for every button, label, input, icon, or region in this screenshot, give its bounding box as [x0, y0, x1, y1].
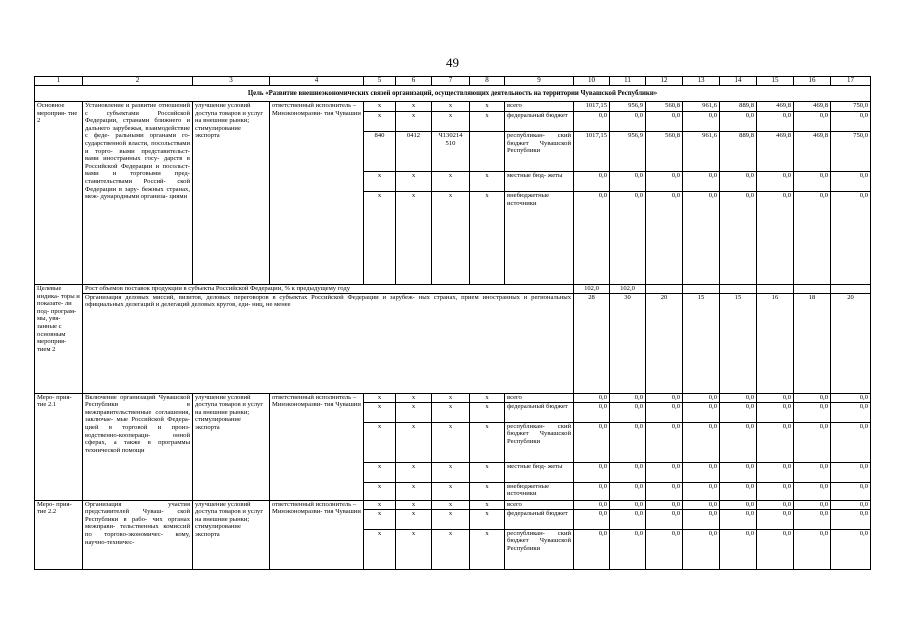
financing-value: 0,0 [683, 422, 720, 462]
financing-value: 0,0 [794, 482, 831, 500]
budget-code-cell: x [432, 462, 470, 482]
budget-code-cell: x [432, 500, 470, 509]
financing-value: 0,0 [720, 422, 757, 462]
column-number-header: 2 [83, 77, 193, 86]
financing-value: 0,0 [574, 529, 610, 569]
financing-value: 0,0 [683, 192, 720, 285]
financing-value: 0,0 [720, 462, 757, 482]
budget-code-cell: x [470, 102, 505, 112]
budget-code-cell: x [470, 500, 505, 509]
financing-value: 0,0 [757, 529, 794, 569]
budget-code-cell: x [364, 172, 396, 192]
budget-code-cell: x [396, 393, 432, 402]
financing-value: 0,0 [610, 529, 646, 569]
indicator-1-value [646, 285, 683, 294]
budget-code-cell: x [432, 482, 470, 500]
financing-value: 0,0 [794, 112, 831, 132]
goal-title: Цель «Развитие внешнеэкономических связей организаций, осуществляющих деятельность на территории Чувашской Республики» [35, 86, 871, 102]
measure-responsible: ответственный исполнитель – Минэкономразви- тия Чувашии [270, 500, 364, 569]
financing-value: 0,0 [794, 500, 831, 509]
financing-value: 0,0 [610, 462, 646, 482]
financing-value: 0,0 [610, 112, 646, 132]
measure-goals: улучшение условий доступа товаров и услуг на внешние рынки; стимулирование экспорта [193, 393, 270, 500]
financing-value: 0,0 [683, 172, 720, 192]
column-number-header: 7 [432, 77, 470, 86]
financing-value: 0,0 [757, 500, 794, 509]
financing-value: 0,0 [794, 529, 831, 569]
financing-value: 0,0 [720, 172, 757, 192]
budget-code-cell: x [364, 112, 396, 132]
column-number-header: 16 [794, 77, 831, 86]
indicator-2-value: 28 [574, 293, 610, 393]
column-number-header: 9 [505, 77, 574, 86]
budget-code-cell: x [396, 102, 432, 112]
financing-value: 0,0 [610, 500, 646, 509]
financing-value: 0,0 [574, 422, 610, 462]
measure-responsible: ответственный исполнитель – Минэкономразви- тия Чувашии [270, 102, 364, 285]
financing-value: 0,0 [757, 509, 794, 529]
financing-value: 0,0 [720, 482, 757, 500]
financing-value: 0,0 [646, 112, 683, 132]
indicator-1-value: 102,0 [574, 285, 610, 294]
financing-value: 0,0 [610, 172, 646, 192]
financing-value: 0,0 [794, 402, 831, 422]
financing-value: 0,0 [831, 482, 871, 500]
budget-code-cell: x [432, 402, 470, 422]
financing-value: 0,0 [720, 112, 757, 132]
financing-value: 0,0 [757, 422, 794, 462]
column-numbers-row [35, 77, 871, 86]
column-number-header: 10 [574, 77, 610, 86]
financing-value: 469,8 [757, 132, 794, 172]
financing-value: 961,6 [683, 102, 720, 112]
funding-source: всего [505, 500, 574, 509]
financing-row [35, 393, 871, 402]
financing-value: 0,0 [610, 422, 646, 462]
budget-code-cell: x [396, 462, 432, 482]
budget-code-cell: x [432, 172, 470, 192]
financing-value: 560,8 [646, 102, 683, 112]
budget-code-cell: x [364, 102, 396, 112]
budget-code-cell: x [470, 402, 505, 422]
column-number-header: 12 [646, 77, 683, 86]
financing-value: 0,0 [831, 529, 871, 569]
budget-code-cell: x [396, 529, 432, 569]
financing-value: 0,0 [610, 509, 646, 529]
indicator-1-value: 102,0 [610, 285, 646, 294]
budget-code-cell: x [432, 529, 470, 569]
funding-source: федеральный бюджет [505, 509, 574, 529]
financing-value: 0,0 [646, 172, 683, 192]
column-number-header: 6 [396, 77, 432, 86]
measure-2-1 [35, 393, 871, 500]
page-number: 49 [446, 55, 459, 70]
budget-code-cell: x [432, 422, 470, 462]
financing-value: 0,0 [794, 393, 831, 402]
financing-value: 0,0 [720, 402, 757, 422]
financing-value: 0,0 [683, 500, 720, 509]
column-number-header: 3 [193, 77, 270, 86]
financing-value: 0,0 [574, 112, 610, 132]
budget-code-cell: x [470, 192, 505, 285]
indicator-2-value: 18 [794, 293, 831, 393]
financing-value: 0,0 [683, 509, 720, 529]
financing-value: 0,0 [646, 422, 683, 462]
budget-code-cell: x [470, 172, 505, 192]
financing-value: 0,0 [831, 509, 871, 529]
funding-source: республикан- ский бюджет Чувашской Республики [505, 132, 574, 172]
measure-name: Меро- прия- тие 2.2 [35, 500, 83, 569]
column-number-header: 13 [683, 77, 720, 86]
budget-code-cell: x [470, 509, 505, 529]
budget-table [34, 76, 871, 570]
financing-value: 0,0 [720, 509, 757, 529]
financing-value: 0,0 [646, 500, 683, 509]
financing-value: 956,9 [610, 102, 646, 112]
funding-source: внебюджетные источники [505, 482, 574, 500]
indicator-1-value [683, 285, 720, 294]
measure-name: Основное мероприя- тие 2 [35, 102, 83, 285]
budget-code-cell: x [364, 393, 396, 402]
indicator-2-value: 15 [720, 293, 757, 393]
financing-value: 0,0 [831, 462, 871, 482]
financing-value: 889,8 [720, 132, 757, 172]
budget-code-cell: x [364, 529, 396, 569]
financing-value: 0,0 [757, 482, 794, 500]
budget-code-cell: x [432, 102, 470, 112]
financing-value: 750,0 [831, 132, 871, 172]
budget-code-cell: 0412 [396, 132, 432, 172]
financing-value: 0,0 [646, 509, 683, 529]
measure-title: Установление и развитие отношений с субъектами Российской Федерации, странами ближнего и дальнего зарубежья, взаимодействие с феде- ральными органами го- сударственной власти, посольствами и торго- выми представительст- вами иностранных госу- дарств в Российской Федерации и посольст- вами и торговыми пред- ставительствами Россий- ской Федерации в зару- бежных странах, меж- дународными организа- циями [83, 102, 193, 285]
budget-code-cell: x [470, 482, 505, 500]
financing-value: 0,0 [831, 402, 871, 422]
financing-value: 0,0 [720, 529, 757, 569]
budget-code-cell: x [364, 462, 396, 482]
financing-value: 956,9 [610, 132, 646, 172]
budget-code-cell: 840 [364, 132, 396, 172]
financing-value: 469,8 [794, 132, 831, 172]
financing-value: 0,0 [574, 192, 610, 285]
financing-value: 0,0 [757, 402, 794, 422]
indicator-2-value: 15 [683, 293, 720, 393]
budget-code-cell: x [432, 192, 470, 285]
financing-value: 0,0 [794, 509, 831, 529]
budget-code-cell: x [432, 393, 470, 402]
measure-goals: улучшение условий доступа товаров и услуг на внешние рынки; стимулирование экспорта [193, 102, 270, 285]
budget-code-cell: x [470, 422, 505, 462]
financing-value: 0,0 [720, 500, 757, 509]
financing-value: 0,0 [683, 462, 720, 482]
budget-code-cell: Ч130214 510 [432, 132, 470, 172]
indicator-2-text: Организация деловых миссий, визитов, деловых переговоров в субъектах Российской Федерации и зарубеж- ных странах, прием иностранных и региональных официальных делегаций и делегаций деловых кругов, еди- ниц, не менее [83, 293, 574, 393]
funding-source: внебюджетные источники [505, 192, 574, 285]
indicator-row-1 [35, 285, 871, 294]
financing-value: 0,0 [683, 529, 720, 569]
financing-value: 469,8 [757, 102, 794, 112]
column-number-header: 5 [364, 77, 396, 86]
budget-code-cell: x [432, 509, 470, 529]
budget-code-cell: x [364, 500, 396, 509]
financing-value: 0,0 [574, 500, 610, 509]
main-measure-2 [35, 102, 871, 285]
budget-code-cell: x [396, 192, 432, 285]
budget-code-cell: x [364, 192, 396, 285]
financing-value: 889,8 [720, 102, 757, 112]
financing-value: 0,0 [683, 393, 720, 402]
budget-code-cell: x [470, 529, 505, 569]
column-number-header: 1 [35, 77, 83, 86]
budget-code-cell: x [396, 482, 432, 500]
budget-code-cell: x [396, 500, 432, 509]
budget-code-cell: x [396, 422, 432, 462]
funding-source: всего [505, 102, 574, 112]
financing-value: 0,0 [574, 509, 610, 529]
financing-value: 961,6 [683, 132, 720, 172]
financing-value: 0,0 [794, 192, 831, 285]
indicator-2-value: 20 [646, 293, 683, 393]
goal-row [35, 86, 871, 102]
financing-value: 0,0 [610, 482, 646, 500]
financing-value: 0,0 [757, 172, 794, 192]
indicator-1-value [720, 285, 757, 294]
financing-value: 0,0 [683, 112, 720, 132]
financing-value: 0,0 [831, 500, 871, 509]
financing-value: 0,0 [757, 112, 794, 132]
funding-source: всего [505, 393, 574, 402]
measure-2-2 [35, 500, 871, 569]
financing-value: 1017,15 [574, 102, 610, 112]
indicators-label: Целевые индика- торы и показате- ли под- програм- мы, увя- занные с основным мероприя- тием 2 [35, 285, 83, 394]
measure-title: Организация участия представителей Чуваш- ской Республики в рабо- чих органах межправи- тельственных комиссий по торгово-экономичес- кому, научно-техничес- [83, 500, 193, 569]
financing-value: 0,0 [574, 482, 610, 500]
funding-source: местные бюд- жеты [505, 172, 574, 192]
financing-value: 0,0 [646, 529, 683, 569]
financing-row [35, 102, 871, 112]
financing-value: 469,8 [794, 102, 831, 112]
budget-code-cell: x [364, 509, 396, 529]
funding-source: федеральный бюджет [505, 112, 574, 132]
financing-value: 0,0 [720, 393, 757, 402]
column-number-header: 15 [757, 77, 794, 86]
indicator-1-text: Рост объемов поставок продукции в субъекты Российской Федерации, % к предыдущему году [83, 285, 574, 294]
financing-row [35, 500, 871, 509]
budget-code-cell: x [396, 402, 432, 422]
budget-code-cell: x [470, 393, 505, 402]
financing-value: 0,0 [757, 462, 794, 482]
budget-code-cell: x [470, 112, 505, 132]
column-number-header: 17 [831, 77, 871, 86]
column-number-header: 14 [720, 77, 757, 86]
financing-value: 0,0 [646, 192, 683, 285]
measure-responsible: ответственный исполнитель – Минэкономразви- тия Чувашии [270, 393, 364, 500]
funding-source: республикан- ский бюджет Чувашской Республики [505, 422, 574, 462]
financing-value: 0,0 [683, 402, 720, 422]
budget-code-cell [470, 132, 505, 172]
financing-value: 0,0 [574, 402, 610, 422]
indicator-1-value [794, 285, 831, 294]
measure-name: Меро- прия- тие 2.1 [35, 393, 83, 500]
financing-value: 0,0 [683, 482, 720, 500]
financing-value: 560,8 [646, 132, 683, 172]
funding-source: республикан- ский бюджет Чувашской Республики [505, 529, 574, 569]
indicator-2-value: 16 [757, 293, 794, 393]
financing-value: 0,0 [646, 482, 683, 500]
financing-value: 0,0 [831, 422, 871, 462]
budget-code-cell: x [364, 482, 396, 500]
budget-code-cell: x [396, 112, 432, 132]
indicator-2-value: 20 [831, 293, 871, 393]
financing-value: 0,0 [757, 192, 794, 285]
measure-title: Включение организаций Чувашской Республики в межправительственные соглашения, заключае- мые Российской Федера- цией в торговой и произ- водственно-кооперaци- онной сферах, а также в программы технической помощи [83, 393, 193, 500]
budget-code-cell: x [364, 422, 396, 462]
column-number-header: 4 [270, 77, 364, 86]
financing-value: 1017,15 [574, 132, 610, 172]
budget-code-cell: x [364, 402, 396, 422]
financing-value: 0,0 [610, 192, 646, 285]
indicator-row-2 [35, 293, 871, 393]
budget-code-cell: x [470, 462, 505, 482]
budget-code-cell: x [432, 112, 470, 132]
financing-value: 0,0 [610, 393, 646, 402]
financing-value: 0,0 [574, 172, 610, 192]
financing-value: 0,0 [831, 192, 871, 285]
budget-code-cell: x [396, 172, 432, 192]
financing-value: 0,0 [646, 462, 683, 482]
financing-value: 0,0 [794, 462, 831, 482]
financing-value: 0,0 [831, 172, 871, 192]
financing-value: 0,0 [831, 112, 871, 132]
financing-value: 0,0 [794, 422, 831, 462]
financing-value: 0,0 [574, 462, 610, 482]
indicator-2-value: 30 [610, 293, 646, 393]
budget-code-cell: x [396, 509, 432, 529]
financing-value: 750,0 [831, 102, 871, 112]
indicator-1-value [831, 285, 871, 294]
column-number-header: 11 [610, 77, 646, 86]
financing-value: 0,0 [646, 393, 683, 402]
funding-source: местные бюд- жеты [505, 462, 574, 482]
financing-value: 0,0 [610, 402, 646, 422]
financing-value: 0,0 [720, 192, 757, 285]
financing-value: 0,0 [574, 393, 610, 402]
indicator-1-value [757, 285, 794, 294]
financing-value: 0,0 [831, 393, 871, 402]
funding-source: федеральный бюджет [505, 402, 574, 422]
measure-goals: улучшение условий доступа товаров и услуг на внешние рынки; стимулирование экспорта [193, 500, 270, 569]
column-number-header: 8 [470, 77, 505, 86]
financing-value: 0,0 [794, 172, 831, 192]
financing-value: 0,0 [646, 402, 683, 422]
financing-value: 0,0 [757, 393, 794, 402]
